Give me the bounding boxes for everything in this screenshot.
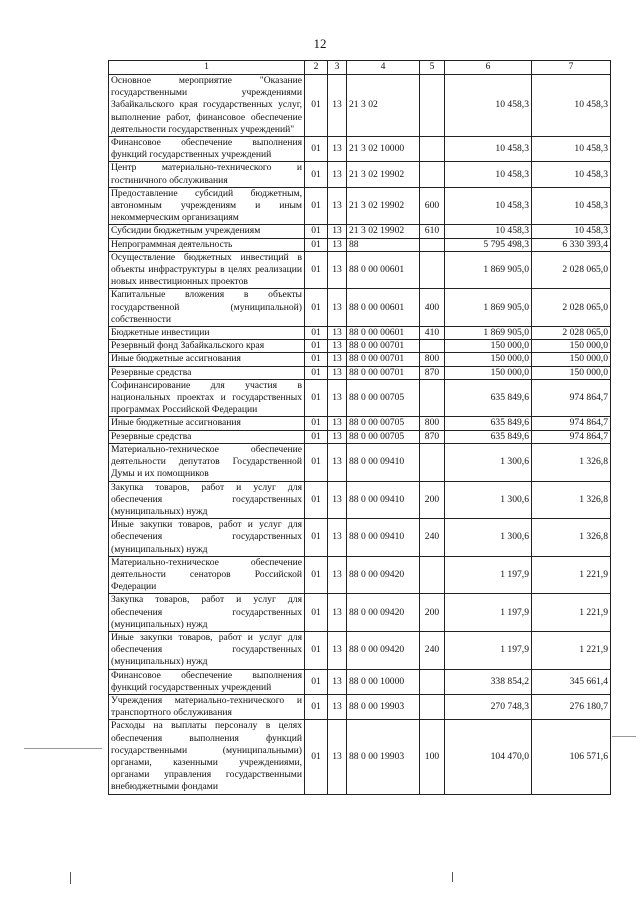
cell-target-code: 88 0 00 00705 [347,417,420,430]
cell-section: 01 [305,366,328,379]
table-row [109,75,611,137]
cell-section: 01 [305,443,328,481]
cell-amount-year2: 150 000,0 [532,353,611,366]
cell-target-code: 88 0 00 00601 [347,289,420,327]
cell-amount-year1: 10 458,3 [445,187,532,225]
cell-amount-year1: 150 000,0 [445,353,532,366]
column-header: 6 [445,61,532,75]
cell-section: 01 [305,669,328,694]
cell-target-code: 88 0 00 09410 [347,481,420,519]
cell-amount-year2: 974 864,7 [532,430,611,443]
cell-expense-type: 240 [420,519,445,557]
cell-amount-year1: 1 300,6 [445,519,532,557]
table-row [109,481,611,519]
cell-amount-year2: 1 221,9 [532,556,611,594]
cell-subsection: 13 [328,137,347,162]
cell-amount-year2: 10 458,3 [532,162,611,187]
cell-amount-year2: 345 661,4 [532,669,611,694]
cell-amount-year1: 10 458,3 [445,162,532,187]
table-row [109,340,611,353]
cell-name: Иные бюджетные ассигнования [109,353,305,366]
cell-expense-type: 800 [420,417,445,430]
page-number: 12 [313,36,327,51]
cell-subsection: 13 [328,594,347,632]
cell-target-code: 88 0 00 09420 [347,556,420,594]
scan-artifact-tick [70,872,71,884]
cell-section: 01 [305,137,328,162]
cell-subsection: 13 [328,187,347,225]
cell-target-code: 88 0 00 19903 [347,694,420,719]
cell-name: Резервные средства [109,366,305,379]
cell-target-code: 88 0 00 00601 [347,327,420,340]
cell-name: Закупка товаров, работ и услуг для обеспечения государственных (муниципальных) нужд [109,594,305,632]
cell-amount-year1: 338 854,2 [445,669,532,694]
cell-amount-year2: 150 000,0 [532,340,611,353]
cell-expense-type: 610 [420,225,445,238]
cell-section: 01 [305,694,328,719]
cell-subsection: 13 [328,379,347,417]
cell-name: Предоставление субсидий бюджетным, автономным учреждениям и иным некоммерческим организациям [109,187,305,225]
cell-target-code: 88 0 00 09420 [347,631,420,669]
cell-expense-type [420,443,445,481]
table-row [109,443,611,481]
cell-subsection: 13 [328,340,347,353]
cell-amount-year1: 1 197,9 [445,556,532,594]
cell-amount-year1: 635 849,6 [445,379,532,417]
cell-subsection: 13 [328,251,347,289]
cell-name: Учреждения материально-технического и транспортного обслуживания [109,694,305,719]
cell-subsection: 13 [328,366,347,379]
cell-amount-year2: 6 330 393,4 [532,238,611,251]
cell-name: Осуществление бюджетных инвестиций в объекты инфраструктуры в целях реализации новых инвестиционных проектов [109,251,305,289]
table-row [109,631,611,669]
column-header: 4 [347,61,420,75]
cell-amount-year2: 10 458,3 [532,187,611,225]
cell-section: 01 [305,162,328,187]
cell-expense-type: 200 [420,481,445,519]
cell-section: 01 [305,430,328,443]
cell-name: Центр материально-технического и гостиничного обслуживания [109,162,305,187]
cell-subsection: 13 [328,75,347,137]
cell-expense-type: 410 [420,327,445,340]
cell-expense-type [420,251,445,289]
table-body [109,75,611,795]
cell-amount-year2: 1 221,9 [532,594,611,632]
table-row [109,379,611,417]
cell-expense-type [420,694,445,719]
cell-expense-type: 870 [420,366,445,379]
cell-subsection: 13 [328,417,347,430]
table-row [109,669,611,694]
cell-amount-year1: 1 869 905,0 [445,289,532,327]
cell-subsection: 13 [328,481,347,519]
cell-name: Бюджетные инвестиции [109,327,305,340]
cell-section: 01 [305,594,328,632]
cell-subsection: 13 [328,225,347,238]
cell-amount-year1: 1 300,6 [445,481,532,519]
cell-amount-year2: 1 326,8 [532,481,611,519]
cell-target-code: 21 3 02 19902 [347,187,420,225]
cell-amount-year1: 635 849,6 [445,417,532,430]
cell-target-code: 88 0 00 00705 [347,430,420,443]
cell-expense-type [420,379,445,417]
column-header: 7 [532,61,611,75]
table-row [109,327,611,340]
cell-subsection: 13 [328,289,347,327]
cell-amount-year2: 2 028 065,0 [532,327,611,340]
cell-section: 01 [305,417,328,430]
cell-expense-type: 240 [420,631,445,669]
table-row [109,137,611,162]
cell-expense-type: 800 [420,353,445,366]
scan-artifact-tick [452,872,453,882]
cell-amount-year2: 276 180,7 [532,694,611,719]
cell-target-code: 88 0 00 00705 [347,379,420,417]
table-header-row [109,61,611,75]
cell-section: 01 [305,289,328,327]
cell-section: 01 [305,379,328,417]
cell-amount-year1: 1 197,9 [445,594,532,632]
cell-expense-type [420,75,445,137]
cell-name: Резервные средства [109,430,305,443]
cell-amount-year2: 1 326,8 [532,519,611,557]
cell-expense-type [420,162,445,187]
cell-section: 01 [305,519,328,557]
cell-amount-year1: 5 795 498,3 [445,238,532,251]
cell-expense-type [420,340,445,353]
cell-name: Иные закупки товаров, работ и услуг для обеспечения государственных (муниципальных) нужд [109,519,305,557]
cell-subsection: 13 [328,162,347,187]
cell-amount-year2: 10 458,3 [532,75,611,137]
cell-section: 01 [305,225,328,238]
cell-target-code: 21 3 02 10000 [347,137,420,162]
cell-subsection: 13 [328,443,347,481]
cell-target-code: 88 0 00 09420 [347,594,420,632]
cell-target-code: 88 0 00 09410 [347,519,420,557]
cell-amount-year1: 150 000,0 [445,340,532,353]
cell-expense-type: 600 [420,187,445,225]
cell-target-code: 88 [347,238,420,251]
cell-name: Финансовое обеспечение выполнения функций государственных учреждений [109,669,305,694]
cell-name: Непрограммная деятельность [109,238,305,251]
table-row [109,289,611,327]
cell-expense-type: 400 [420,289,445,327]
cell-name: Закупка товаров, работ и услуг для обеспечения государственных (муниципальных) нужд [109,481,305,519]
cell-target-code: 88 0 00 10000 [347,669,420,694]
cell-amount-year2: 2 028 065,0 [532,251,611,289]
cell-section: 01 [305,251,328,289]
column-header: 3 [328,61,347,75]
cell-name: Материально-техническое обеспечение деятельности депутатов Государственной Думы и их помощников [109,443,305,481]
cell-subsection: 13 [328,327,347,340]
cell-subsection: 13 [328,631,347,669]
cell-amount-year1: 10 458,3 [445,75,532,137]
table-row [109,238,611,251]
table-row [109,366,611,379]
table-row [109,556,611,594]
cell-expense-type: 100 [420,720,445,794]
cell-amount-year1: 10 458,3 [445,137,532,162]
table-row [109,519,611,557]
table-row [109,430,611,443]
cell-amount-year2: 106 571,6 [532,720,611,794]
scan-artifact-line [24,748,102,749]
cell-subsection: 13 [328,238,347,251]
cell-expense-type: 870 [420,430,445,443]
cell-target-code: 88 0 00 19903 [347,720,420,794]
cell-name: Резервный фонд Забайкальского края [109,340,305,353]
cell-subsection: 13 [328,720,347,794]
cell-name: Расходы на выплаты персоналу в целях обеспечения выполнения функций государственными (муниципальными) органами, казенными учреждениями, органами управления государственными внебюджетными фондами [109,720,305,794]
cell-subsection: 13 [328,519,347,557]
cell-section: 01 [305,353,328,366]
cell-section: 01 [305,631,328,669]
cell-target-code: 88 0 00 00701 [347,353,420,366]
cell-name: Капитальные вложения в объекты государственной (муниципальной) собственности [109,289,305,327]
table-row [109,162,611,187]
cell-target-code: 88 0 00 09410 [347,443,420,481]
cell-name: Финансовое обеспечение выполнения функций государственных учреждений [109,137,305,162]
cell-amount-year1: 1 869 905,0 [445,327,532,340]
cell-expense-type [420,137,445,162]
cell-amount-year2: 150 000,0 [532,366,611,379]
cell-name: Иные бюджетные ассигнования [109,417,305,430]
column-header: 1 [109,61,305,75]
cell-amount-year1: 635 849,6 [445,430,532,443]
cell-subsection: 13 [328,694,347,719]
cell-amount-year1: 10 458,3 [445,225,532,238]
table-row [109,594,611,632]
cell-section: 01 [305,238,328,251]
cell-expense-type [420,556,445,594]
cell-section: 01 [305,327,328,340]
cell-subsection: 13 [328,430,347,443]
cell-amount-year2: 974 864,7 [532,417,611,430]
table-row [109,694,611,719]
cell-target-code: 88 0 00 00701 [347,340,420,353]
cell-section: 01 [305,481,328,519]
column-header: 2 [305,61,328,75]
cell-amount-year1: 1 869 905,0 [445,251,532,289]
column-header: 5 [420,61,445,75]
cell-target-code: 88 0 00 00701 [347,366,420,379]
cell-amount-year1: 270 748,3 [445,694,532,719]
cell-amount-year2: 2 028 065,0 [532,289,611,327]
cell-name: Материально-техническое обеспечение деятельности сенаторов Российской Федерации [109,556,305,594]
cell-expense-type [420,669,445,694]
cell-section: 01 [305,720,328,794]
cell-subsection: 13 [328,556,347,594]
cell-name: Софинансирование для участия в национальных проектах и государственных программах Российской Федерации [109,379,305,417]
cell-name: Иные закупки товаров, работ и услуг для обеспечения государственных (муниципальных) нужд [109,631,305,669]
table-row [109,417,611,430]
table-row [109,187,611,225]
cell-section: 01 [305,75,328,137]
budget-table [108,60,611,795]
cell-amount-year1: 150 000,0 [445,366,532,379]
cell-amount-year2: 10 458,3 [532,137,611,162]
cell-name: Основное мероприятие "Оказание государственными учреждениями Забайкальского края государственных услуг, выполнение работ, финансовое обеспечение деятельности государственных учреждений" [109,75,305,137]
cell-expense-type: 200 [420,594,445,632]
cell-target-code: 21 3 02 [347,75,420,137]
table-row [109,225,611,238]
cell-amount-year1: 1 197,9 [445,631,532,669]
cell-amount-year2: 1 326,8 [532,443,611,481]
table-row [109,251,611,289]
cell-amount-year2: 1 221,9 [532,631,611,669]
cell-amount-year2: 974 864,7 [532,379,611,417]
cell-amount-year2: 10 458,3 [532,225,611,238]
cell-target-code: 21 3 02 19902 [347,225,420,238]
cell-section: 01 [305,340,328,353]
cell-expense-type [420,238,445,251]
cell-amount-year1: 104 470,0 [445,720,532,794]
cell-subsection: 13 [328,669,347,694]
scan-artifact-line [612,736,636,737]
cell-name: Субсидии бюджетным учреждениям [109,225,305,238]
cell-section: 01 [305,556,328,594]
table-row [109,353,611,366]
cell-target-code: 21 3 02 19902 [347,162,420,187]
cell-amount-year1: 1 300,6 [445,443,532,481]
cell-section: 01 [305,187,328,225]
cell-target-code: 88 0 00 00601 [347,251,420,289]
table-row [109,720,611,794]
cell-subsection: 13 [328,353,347,366]
